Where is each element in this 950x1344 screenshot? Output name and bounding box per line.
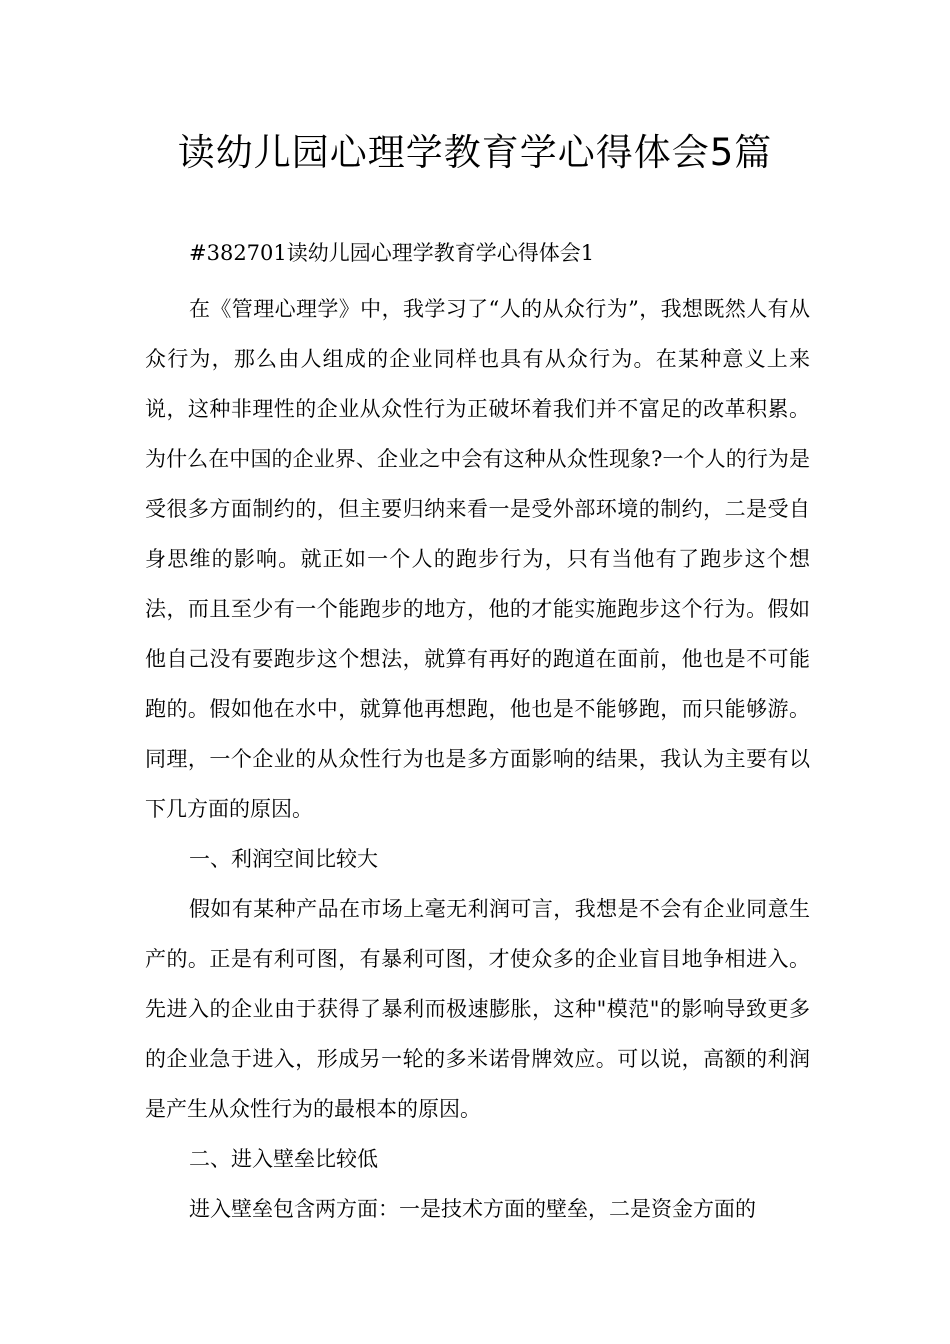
document-body [145,284,810,1234]
section-heading: 一、利润空间比较大 [189,847,378,871]
body-paragraph: 进入壁垒包含两方面：一是技术方面的壁垒，二是资金方面的 [189,1197,756,1221]
body-paragraph: 假如有某种产品在市场上毫无利润可言，我想是不会有企业同意生产的。正是有利可图，有暴利可图，才使众多的企业盲目地争相进入。先进入的企业由于获得了暴利而极速膨胀，这种"模范"的影响导致更多的企业急于进入，形成另一轮的多米诺骨牌效应。可以说，高额的利润是产生从众性行为的最根本的原因。 [145,897,810,1121]
document-title: 读幼儿园心理学教育学心得体会5篇 [177,131,773,174]
section-heading: 二、进入壁垒比较低 [189,1147,378,1171]
body-paragraph: 在《管理心理学》中，我学习了“人的从众行为”，我想既然人有从众行为，那么由人组成的企业同样也具有从众行为。在某种意义上来说，这种非理性的企业从众性行为正破坏着我们并不富足的改革积累。为什么在中国的企业界、企业之中会有这种从众性现象?一个人的行为是受很多方面制约的，但主要归纳来看一是受外部环境的制约，二是受自身思维的影响。就正如一个人的跑步行为，只有当他有了跑步这个想法，而且至少有一个能跑步的地方，他的才能实施跑步这个行为。假如他自己没有要跑步这个想法，就算有再好的跑道在面前，他也是不可能跑的。假如他在水中，就算他再想跑，他也是不能够跑，而只能够游。同理，一个企业的从众性行为也是多方面影响的结果，我认为主要有以下几方面的原因。 [145,297,810,821]
document-subtitle: #382701读幼儿园心理学教育学心得体会1 [189,241,595,265]
